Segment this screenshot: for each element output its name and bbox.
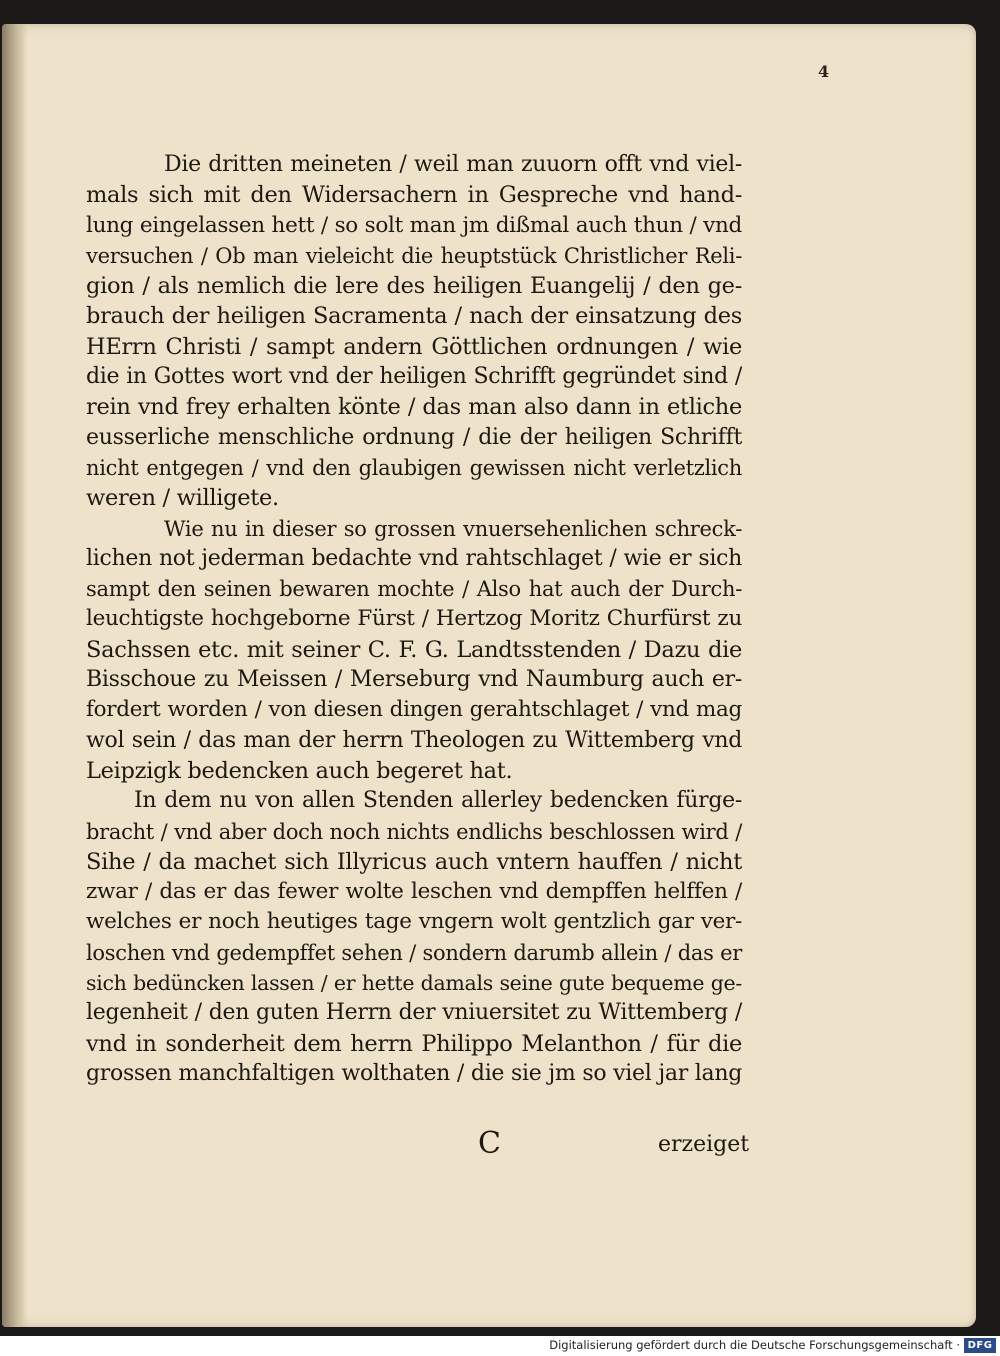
text-line: eusserliche menschliche ordnung / die der heiligen Schrifft [86,424,742,450]
text-line: wol sein / das man der herrn Theologen zu Wittemberg vnd [86,727,742,753]
text-line: legenheit / den guten Herrn der vniuersitet zu Wittemberg / [86,1000,742,1026]
text-line: loschen vnd gedempffet sehen / sondern darumb allein / das er [86,940,742,965]
text-line: In dem nu von allen Stenden allerley bedencken fürge- [134,788,742,814]
text-line: Bisschoue zu Meissen / Merseburg vnd Naumburg auch er- [86,667,742,693]
text-line: welches er noch heutiges tage vngern wolt gentzlich gar ver- [86,909,742,935]
text-line: Wie nu in dieser so grossen vnuersehenlichen schreck- [164,516,742,541]
funding-notice: Digitalisierung gefördert durch die Deutsche Forschungsgemeinschaft · [549,1338,960,1352]
page-spine-shadow [2,24,28,1327]
text-line: Sihe / da machet sich Illyricus auch vntern hauffen / nicht [86,848,742,875]
text-line: sampt den seinen bewaren mochte / Also hat auch der Durch- [86,577,742,602]
text-line: Die dritten meineten / weil man zuuorn offt vnd viel- [164,152,742,177]
text-line: die in Gottes wort vnd der heiligen Schrifft gegründet sind / [86,364,742,390]
text-block [86,150,742,1089]
catchword: erzeiget [658,1132,750,1157]
signature-mark: C [478,1126,501,1161]
text-line: brauch der heiligen Sacramenta / nach der einsatzung des [86,303,742,330]
text-line: vnd in sonderheit dem herrn Philippo Melanthon / für die [86,1030,742,1057]
footer-bar [0,1336,1000,1356]
text-line: Sachssen etc. mit seiner C. F. G. Landtsstenden / Dazu die [86,636,742,663]
text-line: leuchtigste hochgeborne Fürst / Hertzog Moritz Churfürst zu [86,606,742,632]
text-line: weren / willigete. [86,485,279,512]
text-line: sich bedüncken lassen / er hette damals seine gute bequeme ge- [86,971,742,996]
dfg-logo: DFG [964,1338,996,1353]
text-line: lichen not jederman bedachte vnd rahtschlaget / wie er sich [86,545,742,571]
text-line: nicht entgegen / vnd den glaubigen gewissen nicht verletzlich [86,455,742,480]
text-line: versuchen / Ob man vieleicht die heuptstück Christlicher Reli- [86,243,742,268]
book-page [2,24,976,1327]
text-line: gion / als nemlich die lere des heiligen Euangelij / den ge- [86,273,742,300]
folio-mark: 4 [818,62,830,81]
text-line: bracht / vnd aber doch noch nichts endlichs beschlossen wird / [86,819,742,844]
text-line: lung eingelassen hett / so solt man jm dißmal auch thun / vnd [86,212,742,238]
text-line: fordert worden / von diesen dingen gerahtschlaget / vnd mag [86,697,742,723]
text-line: rein vnd frey erhalten könte / das man also dann in etliche [86,394,742,421]
text-line: grossen manchfaltigen wolthaten / die sie jm so viel jar lang [86,1060,742,1086]
text-line: Leipzigk bedencken auch begeret hat. [86,757,513,784]
text-line: HErrn Christi / sampt andern Göttlichen ordnungen / wie [86,333,742,360]
text-line: mals sich mit den Widersachern in Gespreche vnd hand- [86,182,742,209]
text-line: zwar / das er das fewer wolte leschen vnd dempffen helffen / [86,879,742,905]
